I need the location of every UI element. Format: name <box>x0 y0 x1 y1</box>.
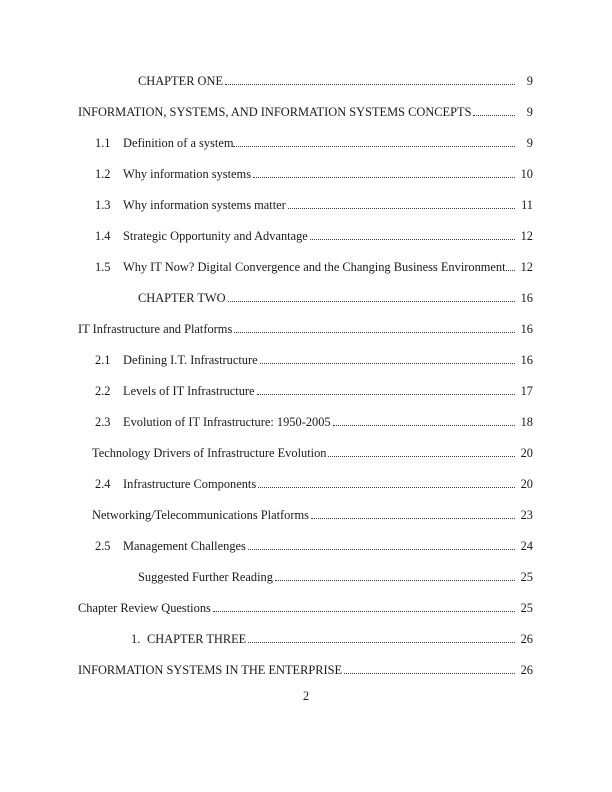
toc-entry-title: IT Infrastructure and Platforms <box>78 322 233 336</box>
toc-entry-title: Definition of a system <box>123 136 234 150</box>
toc-entry[interactable] <box>0 283 612 314</box>
toc-entry[interactable] <box>0 159 612 190</box>
toc-entry-page-number: 20 <box>520 446 533 460</box>
toc-entry-number: 2.5 <box>95 539 111 553</box>
dot-leader <box>328 456 515 457</box>
dot-leader <box>333 425 515 426</box>
toc-entry-page-number: 12 <box>520 229 533 243</box>
toc-entry-title: Networking/Telecommunications Platforms <box>92 508 309 522</box>
toc-entry-title: Chapter Review Questions <box>78 601 211 615</box>
toc-entry-title: CHAPTER TWO <box>138 291 226 305</box>
toc-entry-page-number: 24 <box>520 539 533 553</box>
toc-entry-page-number: 25 <box>520 570 533 584</box>
toc-entry[interactable] <box>0 252 612 283</box>
toc-entry-title: INFORMATION SYSTEMS IN THE ENTERPRISE <box>78 663 343 677</box>
dot-leader <box>257 394 515 395</box>
dot-leader <box>288 208 515 209</box>
toc-entry-title: Levels of IT Infrastructure <box>123 384 255 398</box>
toc-entry-title: Infrastructure Components <box>123 477 257 491</box>
toc-entry[interactable] <box>0 438 612 469</box>
toc-entry-page-number: 10 <box>520 167 533 181</box>
toc-entry[interactable] <box>0 655 612 686</box>
toc-entry-title: Suggested Further Reading <box>138 570 273 584</box>
toc-entry[interactable] <box>0 128 612 159</box>
toc-entry-title: CHAPTER THREE <box>147 632 247 646</box>
toc-entry-title: CHAPTER ONE <box>138 74 224 88</box>
toc-entry-page-number: 18 <box>520 415 533 429</box>
toc-entry-page-number: 11 <box>521 198 533 212</box>
toc-entry[interactable] <box>0 345 612 376</box>
toc-entry[interactable] <box>0 190 612 221</box>
toc-entry-title: Defining I.T. Infrastructure <box>123 353 258 367</box>
page-number-footer: 2 <box>302 689 310 703</box>
dot-leader <box>473 115 515 116</box>
dot-leader <box>258 487 515 488</box>
dot-leader <box>225 84 515 85</box>
dot-leader <box>275 580 515 581</box>
toc-entry-page-number: 20 <box>520 477 533 491</box>
toc-entry-number: 2.1 <box>95 353 111 367</box>
toc-entry[interactable] <box>0 562 612 593</box>
toc-entry-page-number: 9 <box>526 136 533 150</box>
toc-entry[interactable] <box>0 500 612 531</box>
toc-entry[interactable] <box>0 66 612 97</box>
toc-entry-page-number: 12 <box>520 260 533 274</box>
table-of-contents <box>0 66 612 686</box>
dot-leader <box>344 673 515 674</box>
toc-entry[interactable] <box>0 221 612 252</box>
dot-leader <box>248 642 515 643</box>
toc-entry-title: Strategic Opportunity and Advantage <box>123 229 308 243</box>
toc-entry-title: Management Challenges <box>123 539 246 553</box>
toc-entry-page-number: 9 <box>526 105 533 119</box>
dot-leader <box>253 177 515 178</box>
toc-entry-page-number: 16 <box>520 353 533 367</box>
toc-entry-number: 1.2 <box>95 167 111 181</box>
dot-leader <box>234 332 515 333</box>
toc-entry-page-number: 25 <box>520 601 533 615</box>
dot-leader <box>506 270 515 271</box>
toc-entry-number: 2.3 <box>95 415 111 429</box>
toc-entry[interactable] <box>0 593 612 624</box>
dot-leader <box>228 301 515 302</box>
dot-leader <box>311 518 515 519</box>
toc-entry-title: Why information systems matter <box>123 198 286 212</box>
dot-leader <box>310 239 515 240</box>
dot-leader <box>260 363 515 364</box>
toc-entry-number: 1.5 <box>95 260 111 274</box>
dot-leader <box>248 549 515 550</box>
toc-entry-page-number: 9 <box>526 74 533 88</box>
toc-entry-page-number: 23 <box>520 508 533 522</box>
toc-entry-title: Technology Drivers of Infrastructure Evolution <box>92 446 327 460</box>
toc-entry-number: 1.1 <box>95 136 111 150</box>
toc-entry[interactable] <box>0 624 612 655</box>
toc-entry-number: 2.2 <box>95 384 111 398</box>
toc-entry-title: Why IT Now? Digital Convergence and the Changing Business Environment <box>123 260 506 274</box>
toc-entry-title: INFORMATION, SYSTEMS, AND INFORMATION SYSTEMS CONCEPTS <box>78 105 472 119</box>
toc-entry[interactable] <box>0 469 612 500</box>
toc-entry-number: 2.4 <box>95 477 111 491</box>
toc-entry[interactable] <box>0 314 612 345</box>
toc-entry-page-number: 26 <box>520 663 533 677</box>
dot-leader <box>233 146 515 147</box>
toc-entry-page-number: 26 <box>520 632 533 646</box>
toc-entry-page-number: 17 <box>520 384 533 398</box>
toc-entry[interactable] <box>0 407 612 438</box>
toc-entry[interactable] <box>0 97 612 128</box>
dot-leader <box>213 611 515 612</box>
toc-entry-number: 1.4 <box>95 229 111 243</box>
toc-entry-number: 1.3 <box>95 198 111 212</box>
toc-entry[interactable] <box>0 376 612 407</box>
toc-entry-title: Why information systems <box>123 167 252 181</box>
toc-entry-page-number: 16 <box>520 291 533 305</box>
toc-entry[interactable] <box>0 531 612 562</box>
toc-entry-title: Evolution of IT Infrastructure: 1950-2005 <box>123 415 331 429</box>
toc-entry-number: 1. <box>131 632 141 646</box>
toc-entry-page-number: 16 <box>520 322 533 336</box>
